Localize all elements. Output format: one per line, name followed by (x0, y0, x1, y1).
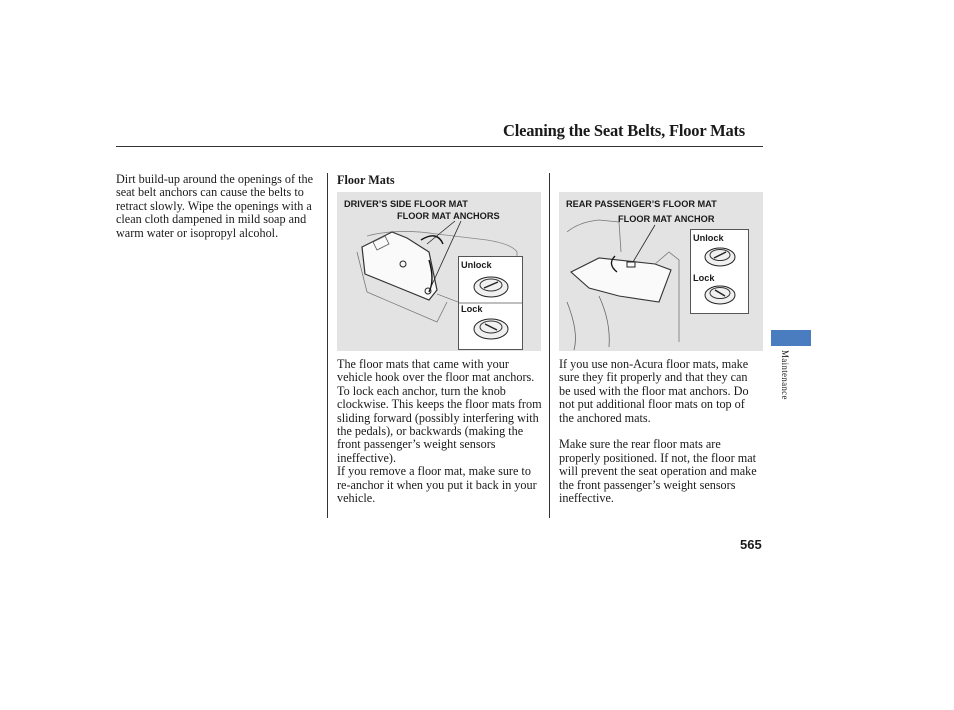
lock-label: Lock (693, 273, 715, 283)
floor-mat-anchor-label: FLOOR MAT ANCHOR (618, 214, 715, 224)
section-tab (771, 330, 811, 346)
figure2-caption: REAR PASSENGER’S FLOOR MAT (566, 199, 717, 209)
figure1-caption: DRIVER’S SIDE FLOOR MAT (344, 199, 468, 209)
title-divider (116, 146, 763, 147)
page-number: 565 (740, 537, 762, 552)
rear-mats-column-text (559, 358, 759, 505)
unlock-label: Unlock (461, 260, 492, 270)
floor-mat-anchors-label: FLOOR MAT ANCHORS (397, 211, 500, 221)
unlock-label: Unlock (693, 233, 724, 243)
floor-mats-paragraph-1: The floor mats that came with your vehicle hook over the floor mat anchors. To lock each anchor, turn the knob clockwise. This keeps the floor mats from sliding forward (possibly interfering with the pedals), or backwards (making the front passenger’s weight sensors ineffective). (337, 357, 542, 465)
rear-floor-mat-figure (559, 192, 763, 351)
anchor-knob-inset (690, 229, 749, 314)
page-title: Cleaning the Seat Belts, Floor Mats (503, 121, 746, 140)
seat-belt-cleaning-text: Dirt build-up around the openings of the seat belt anchors can cause the belts to retract slowly. Wipe the openings with a clean cloth dampened in mild soap and warm water or isopropyl alcohol. (116, 172, 313, 240)
floor-mats-heading: Floor Mats (337, 173, 395, 187)
column-divider-right (549, 173, 550, 518)
anchor-knob-inset (458, 256, 523, 350)
rear-mats-paragraph: Make sure the rear floor mats are properly positioned. If not, the floor mat will prevent the seat operation and make the front passenger’s weight sensors ineffective. (559, 437, 757, 506)
non-acura-mats-paragraph: If you use non-Acura floor mats, make sure they fit properly and that they can be used with the floor mat anchors. Do not put additional floor mats on top of the anchored mats. (559, 357, 749, 425)
floor-mats-paragraph-2: If you remove a floor mat, make sure to re-anchor it when you put it back in your vehicle. (337, 464, 537, 506)
section-label: Maintenance (780, 350, 790, 400)
column-divider-left (327, 173, 328, 518)
driver-floor-mat-figure (337, 192, 541, 351)
floor-mats-column-text (337, 358, 547, 505)
lock-label: Lock (461, 304, 483, 314)
